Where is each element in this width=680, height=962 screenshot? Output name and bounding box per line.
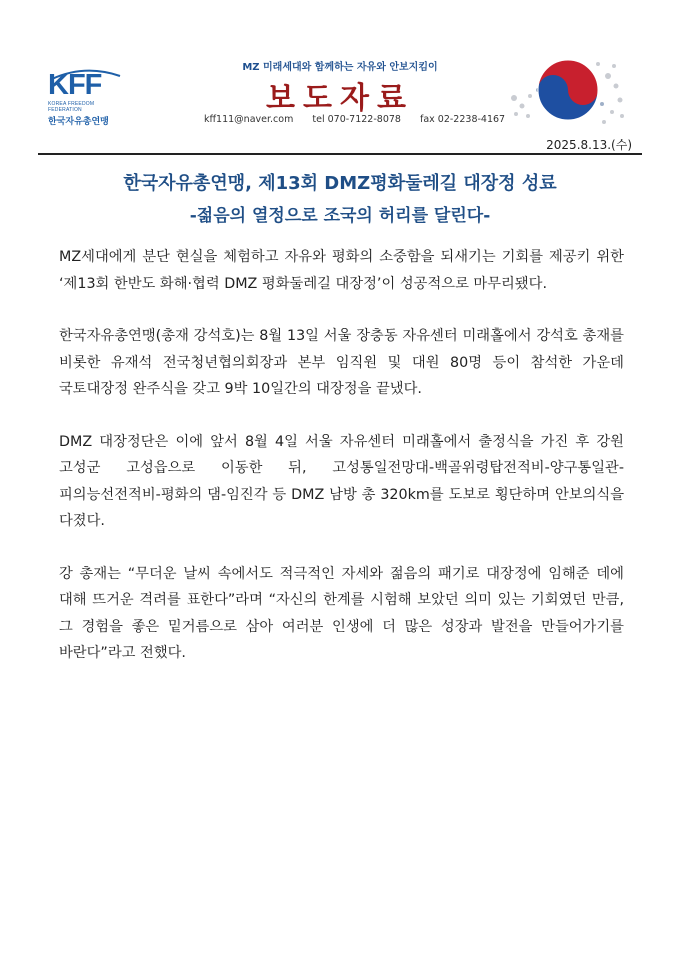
header-divider <box>38 153 642 155</box>
paragraph-1: MZ세대에게 분단 현실을 체험하고 자유와 평화의 소중함을 되새기는 기회를 제공키 위한 ‘제13회 한반도 화해·협력 DMZ 평화둘레길 대장정’이 성공적으로 마무리됐다. <box>59 249 624 292</box>
press-release-title: 보도자료 <box>266 81 414 116</box>
headline: 한국자유총연맹, 제13회 DMZ평화둘레길 대장정 성료 <box>123 173 557 194</box>
release-date: 2025.8.13.(수) <box>546 138 632 152</box>
logo-korean-name: 한국자유총연맹 <box>48 117 109 127</box>
paragraph-2: 한국자유총연맹(총재 강석호)는 8월 13일 서울 장충동 자유센터 미래홀에서 강석호 총재를 비롯한 유재석 전국청년협의회장과 본부 임직원 및 대원 80명 등이 참석한 가운데 국토대장정 완주식을 갖고 9박 10일간의 대장정을 끝냈다. <box>59 328 624 397</box>
logo-mark: KFF <box>48 69 102 101</box>
tagline: MZ 미래세대와 함께하는 자유와 안보지킴이 <box>242 62 438 73</box>
contact-email: kff111@naver.com <box>204 114 294 125</box>
logo-subtitle: KOREA FREEDOM FEDERATION <box>48 101 95 113</box>
contact-fax: fax 02-2238-4167 <box>419 114 506 125</box>
subheadline: -젊음의 열정으로 조국의 허리를 달린다- <box>189 206 491 226</box>
paragraph-3: DMZ 대장정단은 이에 앞서 8월 4일 서울 자유센터 미래홀에서 출정식을 가진 후 강원 고성군 고성읍으로 이동한 뒤, 고성통일전망대-백골위령탑전적비-양구통일관-피의능선전적비-평화의 댐-임진각 등 DMZ 남방 총 320km를 도보로 횡단하며 안보의식을 다졌다. <box>59 433 624 529</box>
contact-tel: tel 070-7122-8078 <box>312 114 401 125</box>
contact-info <box>204 114 521 125</box>
paragraph-4: 강 총재는 “무더운 날씨 속에서도 적극적인 자세와 젊음의 패기로 대장정에 임해준 데에 대해 뜨거운 격려를 표한다”라며 “자신의 한계를 시험해 보았던 의미 있는 기회였던 만큼, 그 경험을 좋은 밑거름으로 삼아 여러분 인생에 더 많은 성장과 발전을 만들어가기를 바란다”라고 전했다. <box>59 565 624 661</box>
article-body <box>59 244 624 693</box>
taegeuk-emblem-icon <box>508 56 628 128</box>
